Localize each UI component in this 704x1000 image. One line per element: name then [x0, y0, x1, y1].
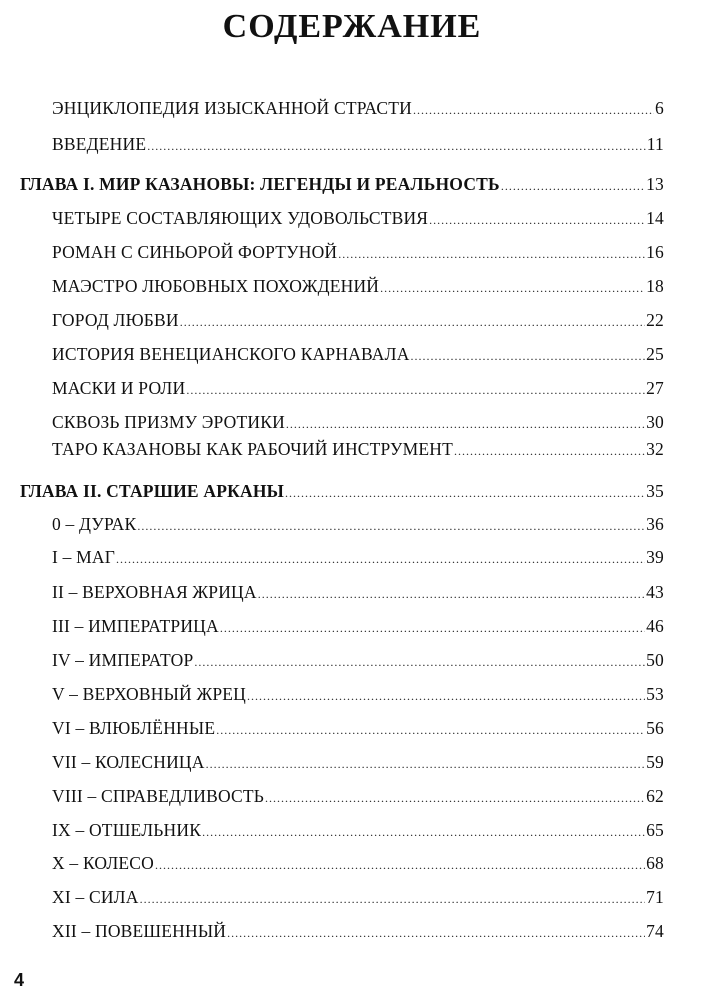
toc-leader-dots: [227, 923, 645, 943]
toc-entry: [52, 786, 664, 808]
toc-entry-page: 53: [646, 684, 664, 704]
toc-entry-page: 74: [646, 921, 664, 941]
toc-leader-dots: [338, 244, 645, 264]
toc-entry-page: 50: [646, 650, 664, 670]
toc-chapter-entry: [20, 481, 664, 503]
toc-entry-label: IV – ИМПЕРАТОР: [52, 650, 194, 670]
toc-entry-page: 6: [655, 98, 664, 118]
toc-leader-dots: [206, 754, 646, 774]
toc-entry-label: VI – ВЛЮБЛЁННЫЕ: [52, 718, 216, 738]
page-number: 4: [14, 970, 25, 990]
toc-entry-page: 56: [646, 718, 664, 738]
toc-entry-label: II – ВЕРХОВНАЯ ЖРИЦА: [52, 582, 257, 602]
toc-leader-dots: [247, 686, 645, 706]
toc-entry: [52, 208, 664, 230]
toc-entry-label: СКВОЗЬ ПРИЗМУ ЭРОТИКИ: [52, 412, 285, 432]
toc-entry-label: ЭНЦИКЛОПЕДИЯ ИЗЫСКАННОЙ СТРАСТИ: [52, 98, 412, 118]
toc-entry-label: I – МАГ: [52, 547, 116, 567]
toc-entry: [52, 887, 664, 909]
toc-entry-label: ВВЕДЕНИЕ: [52, 134, 147, 154]
toc-entry: [52, 439, 664, 461]
toc-entry-page: 46: [646, 616, 664, 636]
toc-entry-page: 27: [646, 378, 664, 398]
toc-leader-dots: [429, 210, 645, 230]
toc-entry-page: 25: [646, 344, 664, 364]
page-title: СОДЕРЖАНИЕ: [222, 8, 482, 45]
toc-chapter-label: ГЛАВА I. МИР КАЗАНОВЫ: ЛЕГЕНДЫ И РЕАЛЬНОСТЬ: [20, 174, 500, 194]
toc-leader-dots: [180, 312, 645, 332]
toc-entry-page: 36: [646, 514, 664, 534]
toc-entry: [52, 276, 664, 298]
toc-entry-label: VII – КОЛЕСНИЦА: [52, 752, 205, 772]
toc-entry-page: 71: [646, 887, 664, 907]
toc-entry: [52, 378, 664, 400]
toc-leader-dots: [202, 822, 645, 842]
toc-entry: [52, 853, 664, 875]
toc-entry-label: МАЭСТРО ЛЮБОВНЫХ ПОХОЖДЕНИЙ: [52, 276, 380, 296]
toc-entry-label: III – ИМПЕРАТРИЦА: [52, 616, 219, 636]
toc-leader-dots: [380, 278, 645, 298]
toc-entry: [52, 310, 664, 332]
toc-entry: [52, 412, 664, 434]
toc-chapter-entry: [20, 174, 664, 196]
toc-entry: [52, 684, 664, 706]
toc-entry-label: ЧЕТЫРЕ СОСТАВЛЯЮЩИХ УДОВОЛЬСТВИЯ: [52, 208, 429, 228]
toc-entry-page: 13: [646, 174, 664, 194]
toc-entry: [52, 582, 664, 604]
toc-entry-page: 22: [646, 310, 664, 330]
toc-entry-page: 32: [646, 439, 664, 459]
toc-entry-label: X – КОЛЕСО: [52, 853, 155, 873]
toc-leader-dots: [411, 346, 646, 366]
toc-entry-page: 68: [646, 853, 664, 873]
toc-entry: [52, 134, 664, 156]
toc-entry: [52, 650, 664, 672]
toc-entry-page: 18: [646, 276, 664, 296]
toc-entry-label: ТАРО КАЗАНОВЫ КАК РАБОЧИЙ ИНСТРУМЕНТ: [52, 439, 454, 459]
toc-entry: [52, 547, 664, 569]
toc-entry-page: 39: [646, 547, 664, 567]
toc-entry-label: XI – СИЛА: [52, 887, 139, 907]
toc-entry: [52, 752, 664, 774]
toc-entry-label: V – ВЕРХОВНЫЙ ЖРЕЦ: [52, 684, 246, 704]
toc-entry-page: 43: [646, 582, 664, 602]
toc-entry: [52, 921, 664, 943]
toc-entry-label: XII – ПОВЕШЕННЫЙ: [52, 921, 227, 941]
toc-entry-page: 16: [646, 242, 664, 262]
toc-entry-label: VIII – СПРАВЕДЛИВОСТЬ: [52, 786, 265, 806]
toc-entry-label: ИСТОРИЯ ВЕНЕЦИАНСКОГО КАРНАВАЛА: [52, 344, 410, 364]
toc-entry: [52, 514, 664, 536]
toc-entry-page: 30: [646, 412, 664, 432]
toc-leader-dots: [258, 584, 645, 604]
toc-leader-dots: [116, 549, 645, 569]
toc-leader-dots: [286, 414, 645, 434]
toc-entry: [52, 344, 664, 366]
toc-leader-dots: [194, 652, 645, 672]
toc-entry-label: 0 – ДУРАК: [52, 514, 137, 534]
toc-leader-dots: [220, 618, 645, 638]
toc-leader-dots: [137, 516, 645, 536]
toc-entry-page: 35: [646, 481, 664, 501]
toc-entry: [52, 820, 664, 842]
toc-entry-page: 65: [646, 820, 664, 840]
toc-entry-label: РОМАН С СИНЬОРОЙ ФОРТУНОЙ: [52, 242, 338, 262]
toc-entry-page: 59: [646, 752, 664, 772]
toc-entry-page: 11: [646, 134, 664, 154]
toc-entry: [52, 98, 664, 120]
toc-leader-dots: [155, 855, 645, 875]
toc-chapter-label: ГЛАВА II. СТАРШИЕ АРКАНЫ: [20, 481, 285, 501]
toc-entry: [52, 242, 664, 264]
toc-leader-dots: [285, 483, 645, 503]
toc-leader-dots: [147, 136, 646, 156]
toc-leader-dots: [216, 720, 645, 740]
toc-leader-dots: [140, 889, 646, 909]
toc-leader-dots: [265, 788, 645, 808]
toc-entry-label: ГОРОД ЛЮБВИ: [52, 310, 179, 330]
toc-entry: [52, 718, 664, 740]
toc-entry-page: 62: [646, 786, 664, 806]
toc-entry-label: IX – ОТШЕЛЬНИК: [52, 820, 202, 840]
toc-leader-dots: [186, 380, 645, 400]
toc-leader-dots: [454, 441, 645, 461]
toc-entry-page: 14: [646, 208, 664, 228]
toc-leader-dots: [501, 176, 645, 196]
toc-entry-label: МАСКИ И РОЛИ: [52, 378, 186, 398]
toc-leader-dots: [413, 100, 654, 120]
toc-entry: [52, 616, 664, 638]
